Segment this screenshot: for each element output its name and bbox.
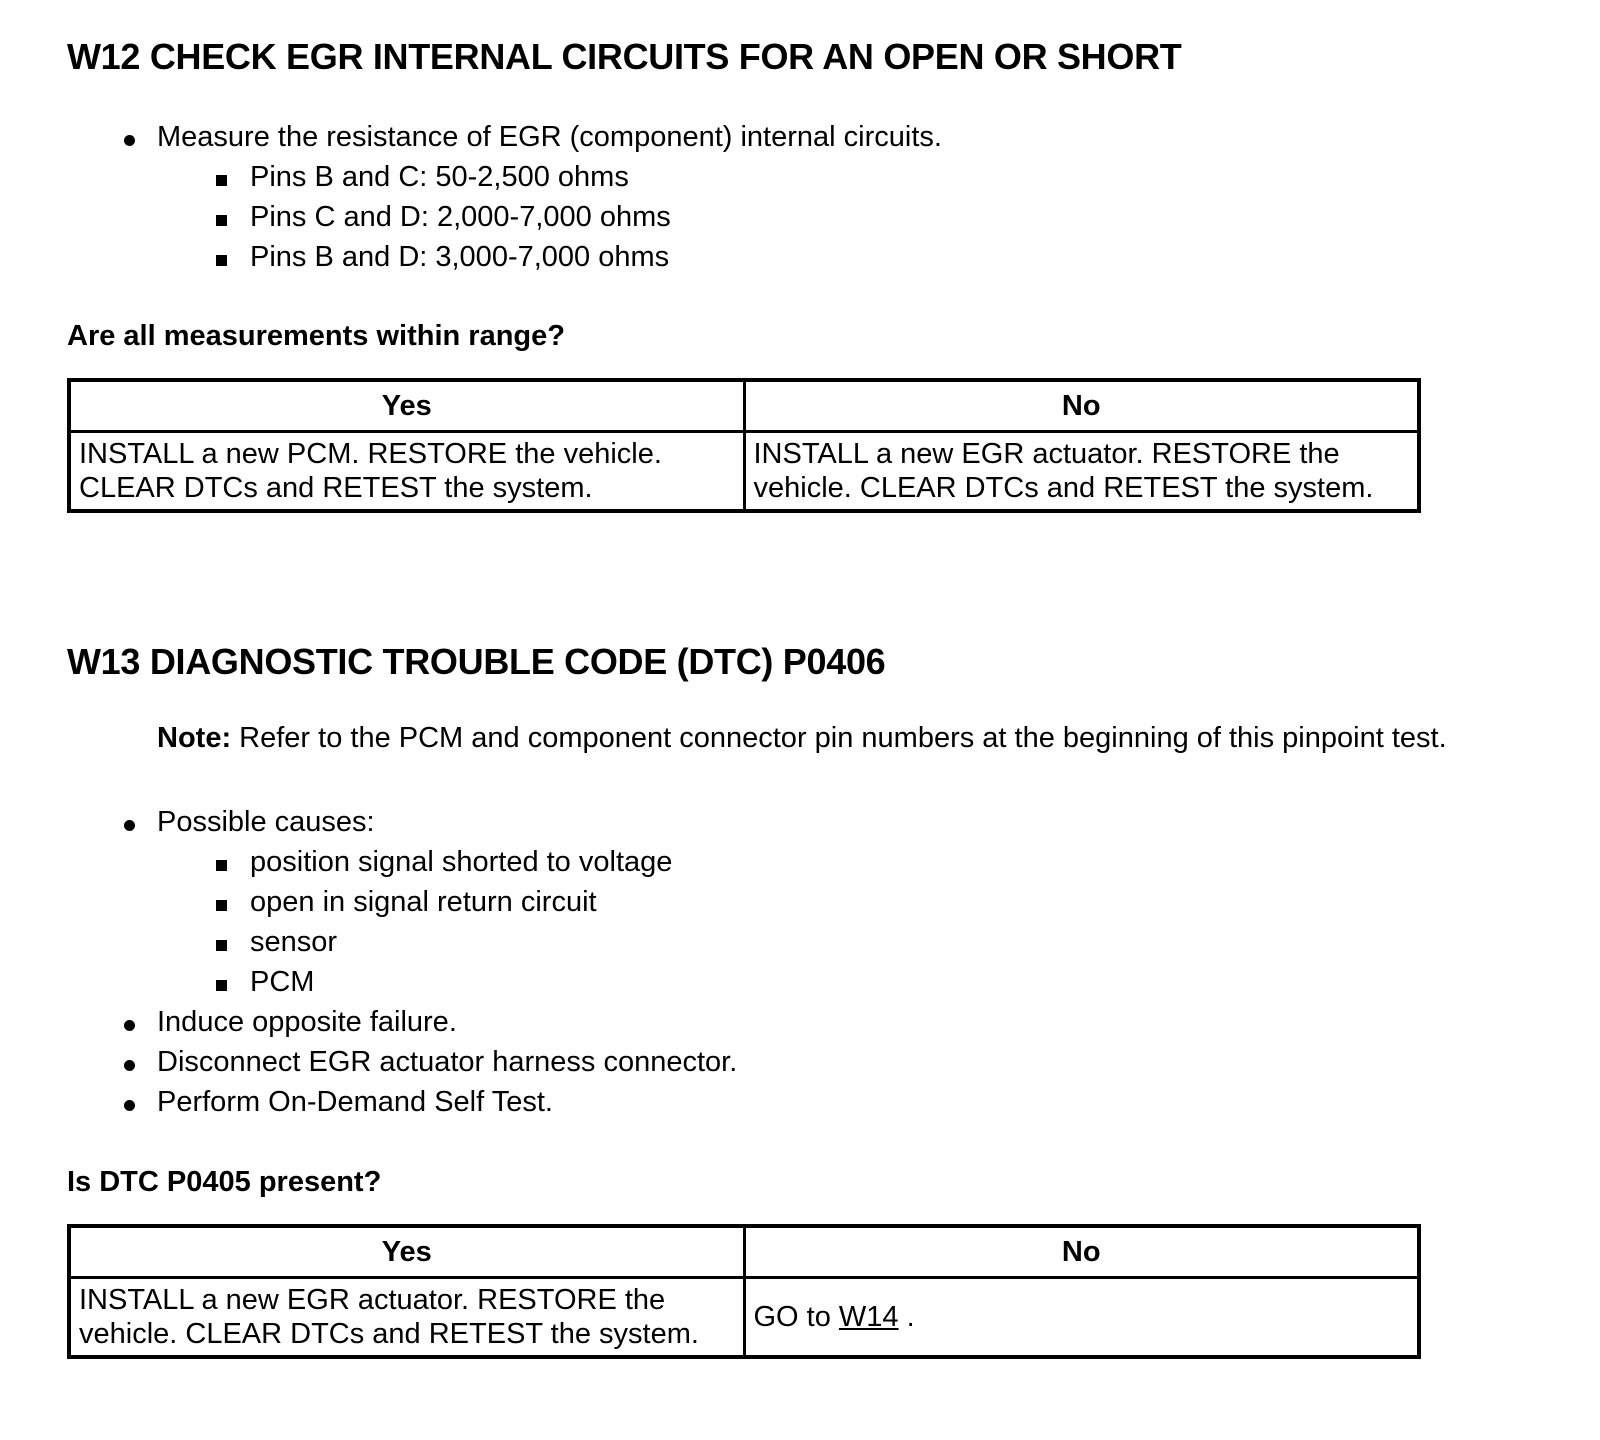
w13-bullet-self-test: Perform On-Demand Self Test. <box>157 1086 553 1118</box>
w13-note-text: Refer to the PCM and component connector pin numbers at the beginning of this pinpoint test. <box>239 722 1447 754</box>
w12-no-cell: INSTALL a new EGR actuator. RESTORE the vehicle. CLEAR DTCs and RETEST the system. <box>744 432 1419 512</box>
w13-sub-item-2: open in signal return circuit <box>250 886 597 918</box>
w12-question: Are all measurements within range? <box>67 320 565 352</box>
w13-sub-item-1: position signal shorted to voltage <box>250 846 673 878</box>
w13-bullet-causes: Possible causes: <box>157 806 375 838</box>
w12-result-table <box>67 378 1421 513</box>
w12-title: W12 CHECK EGR INTERNAL CIRCUITS FOR AN OPEN OR SHORT <box>67 36 1182 77</box>
w13-question: Is DTC P0405 present? <box>67 1166 382 1198</box>
w12-no-header: No <box>744 380 1419 432</box>
w12-bullet-measure: Measure the resistance of EGR (component) internal circuits. <box>157 121 942 153</box>
w13-title: W13 DIAGNOSTIC TROUBLE CODE (DTC) P0406 <box>67 641 886 682</box>
w13-no-prefix: GO to <box>753 1301 831 1333</box>
w13-yes-header: Yes <box>69 1226 744 1278</box>
w14-link[interactable]: W14 <box>838 1301 899 1333</box>
w12-yes-cell: INSTALL a new PCM. RESTORE the vehicle. CLEAR DTCs and RETEST the system. <box>69 432 744 512</box>
w12-sub-item-2: Pins C and D: 2,000-7,000 ohms <box>250 201 671 233</box>
w13-bullet-induce: Induce opposite failure. <box>157 1006 457 1038</box>
w13-bullet-disconnect: Disconnect EGR actuator harness connector. <box>157 1046 738 1078</box>
w12-sub-item-1: Pins B and C: 50-2,500 ohms <box>250 161 629 193</box>
w12-yes-header: Yes <box>69 380 744 432</box>
w13-sub-item-3: sensor <box>250 926 338 958</box>
w13-no-cell <box>744 1278 1419 1358</box>
w13-no-suffix: . <box>906 1301 915 1333</box>
w12-sub-item-3: Pins B and D: 3,000-7,000 ohms <box>250 241 670 273</box>
w13-note-label: Note: <box>157 722 232 754</box>
w13-result-table <box>67 1224 1421 1359</box>
w13-yes-cell: INSTALL a new EGR actuator. RESTORE the vehicle. CLEAR DTCs and RETEST the system. <box>69 1278 744 1358</box>
w13-no-header: No <box>744 1226 1419 1278</box>
w13-note <box>157 722 1447 755</box>
w13-sub-item-4: PCM <box>250 966 315 998</box>
